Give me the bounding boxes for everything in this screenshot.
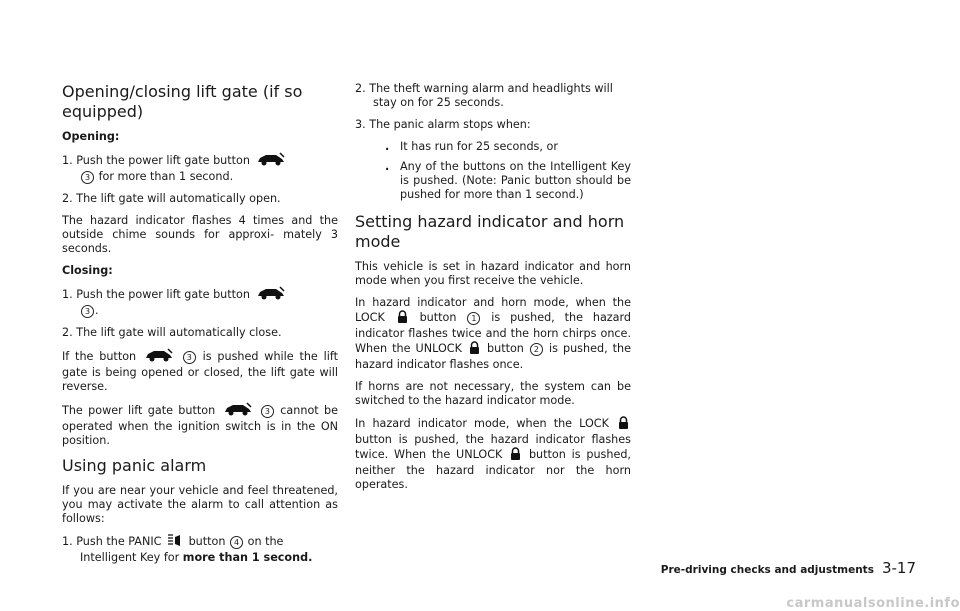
closing-step-1-text: 1. Push the power lift gate button <box>62 288 250 301</box>
right-column <box>355 82 631 500</box>
padlock-icon <box>510 447 521 464</box>
page-number: 3-17 <box>881 559 916 577</box>
inoperable-paragraph <box>62 402 338 448</box>
inoperable-text-b: cannot be operated when the ignition switch is in the ON position. <box>62 404 338 447</box>
callout-3: 3 <box>81 305 94 318</box>
watermark: carmanualsonline.info <box>786 596 960 611</box>
page-footer <box>661 558 916 577</box>
closing-step-1 <box>62 286 338 318</box>
hazard-mode-p2-a: In hazard indicator and horn mode, when the LOCK <box>355 296 631 324</box>
panic-step-1-text: 1. Push the PANIC <box>62 535 162 548</box>
panic-horn-icon <box>167 534 183 551</box>
panic-step-3: 3. The panic alarm stops when: <box>355 118 531 131</box>
car-liftgate-icon <box>144 348 174 366</box>
hazard-mode-p2-c: is pushed, the hazard indicator flashes twice and the horn chirps once. When the UNLOCK <box>355 311 632 355</box>
bullet-text: It has run for 25 seconds, or <box>400 140 558 153</box>
left-column <box>62 82 338 573</box>
panic-step-2: 2. The theft warning alarm and headlights will stay on for 25 seconds. <box>355 82 613 109</box>
opening-step-2: 2. The lift gate will automatically open. <box>62 192 281 205</box>
panic-intro: If you are near your vehicle and feel threatened, you may activate the alarm to call attention as follows: <box>62 484 338 525</box>
opening-label: Opening: <box>62 130 120 143</box>
hazard-mode-p4-b: button is pushed, the hazard indicator flashes twice. When the UNLOCK <box>355 433 631 461</box>
panic-bullet-1 <box>355 140 631 154</box>
panic-step-1-button: button <box>188 535 226 548</box>
hazard-mode-p2 <box>355 296 631 372</box>
panic-step-1-bold: more than 1 second. <box>182 551 313 564</box>
padlock-icon <box>618 416 629 433</box>
opening-step-1 <box>62 152 338 184</box>
section-title-lift-gate: Opening/closing lift gate (if so equipped) <box>62 82 303 121</box>
hazard-mode-p2-d: button <box>487 342 524 355</box>
inoperable-text-a: The power lift gate button <box>62 404 216 417</box>
reverse-text-b: is pushed while the lift gate is being opened or closed, the lift gate will reverse. <box>62 350 338 393</box>
panic-step-1 <box>62 534 338 565</box>
callout-3: 3 <box>261 405 274 418</box>
panic-bullet-2 <box>355 160 631 202</box>
hazard-flash-paragraph: The hazard indicator flashes 4 times and the outside chime sounds for approxi- mately 3 seconds. <box>62 214 338 255</box>
panic-step-1-cont: on the Intelligent Key for <box>80 535 284 564</box>
section-title-panic: Using panic alarm <box>62 456 207 475</box>
closing-label: Closing: <box>62 264 113 277</box>
hazard-mode-p4-c: button is pushed, neither the hazard indicator nor the horn operates. <box>355 448 631 491</box>
bullet-mark: . <box>385 160 390 173</box>
bullet-mark: . <box>385 140 390 153</box>
hazard-mode-p4-a: In hazard indicator mode, when the LOCK <box>355 417 609 430</box>
car-liftgate-icon <box>223 402 253 420</box>
hazard-mode-p3: If horns are not necessary, the system can be switched to the hazard indicator mode. <box>355 380 631 407</box>
section-title-hazard-mode: Setting hazard indicator and horn mode <box>355 212 625 251</box>
hazard-mode-p4 <box>355 416 631 492</box>
closing-step-2: 2. The lift gate will automatically close. <box>62 326 282 339</box>
car-liftgate-icon <box>256 152 286 170</box>
opening-step-1-text: 1. Push the power lift gate button <box>62 154 250 167</box>
padlock-icon <box>397 310 408 327</box>
closing-step-1-end: . <box>95 304 99 317</box>
callout-3: 3 <box>81 171 94 184</box>
callout-3: 3 <box>183 351 196 364</box>
hazard-mode-p2-b: button <box>419 311 457 324</box>
bullet-text: Any of the buttons on the Intelligent Key is pushed. (Note: Panic button should be pushed for more than 1 second.) <box>400 160 631 201</box>
padlock-icon <box>469 341 480 358</box>
callout-1: 1 <box>467 312 480 325</box>
reverse-paragraph <box>62 348 338 394</box>
footer-section-title: Pre-driving checks and adjustments <box>660 564 874 576</box>
hazard-mode-p1: This vehicle is set in hazard indicator and horn mode when you first receive the vehicle. <box>355 260 631 287</box>
car-liftgate-icon <box>256 286 286 304</box>
opening-step-1-rest: for more than 1 second. <box>98 170 234 183</box>
hazard-mode-p2-e: is pushed, the hazard indicator flashes once. <box>355 342 632 371</box>
callout-4: 4 <box>230 536 243 549</box>
reverse-text-a: If the button <box>62 350 137 363</box>
callout-2: 2 <box>530 343 543 356</box>
